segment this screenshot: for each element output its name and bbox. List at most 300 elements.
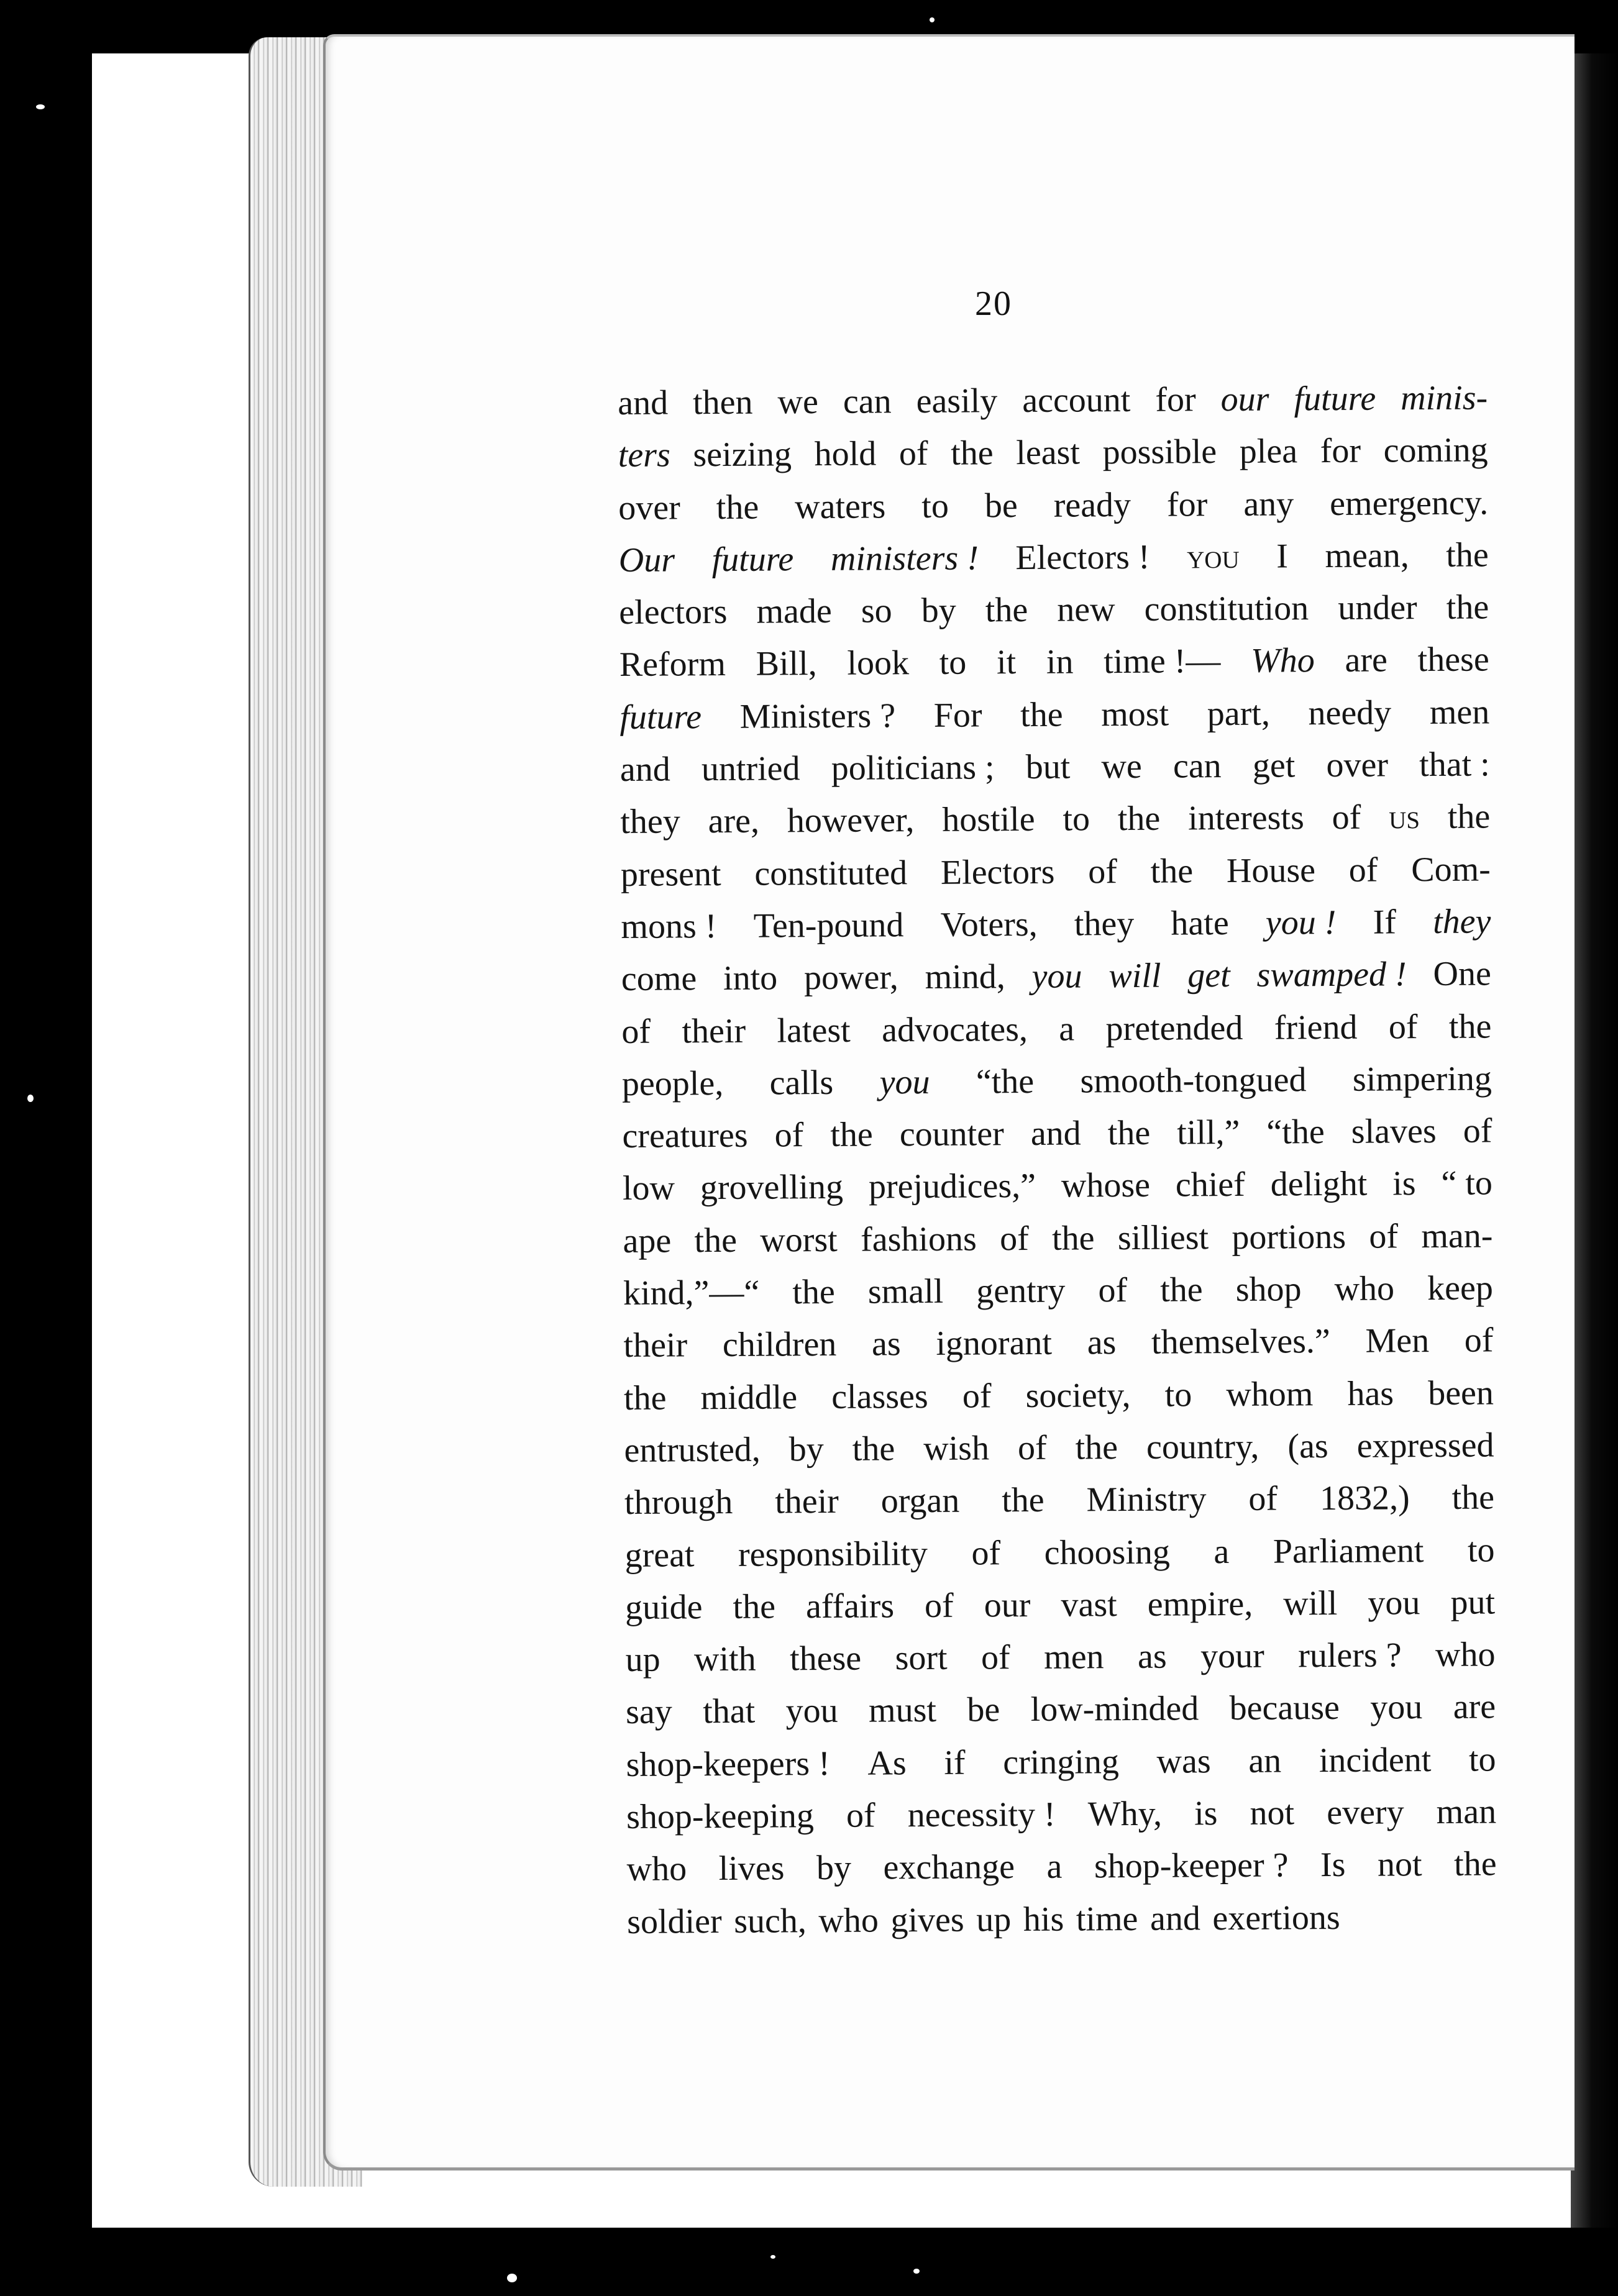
word: by — [921, 591, 956, 631]
word: smooth-tongued — [1080, 1060, 1307, 1101]
word: future — [619, 697, 702, 737]
text-line — [621, 843, 1491, 901]
word: you ! — [1265, 903, 1337, 942]
word: delight — [1270, 1165, 1368, 1205]
word: ministers ! — [830, 539, 979, 578]
text-line — [618, 371, 1488, 429]
film-speck — [930, 17, 935, 22]
word: ignorant — [936, 1324, 1053, 1364]
text-line — [626, 1838, 1496, 1896]
right-edge-shadow — [1571, 53, 1618, 2228]
word: that : — [1419, 745, 1490, 785]
word: of — [898, 434, 928, 473]
word: get — [1187, 956, 1230, 995]
word: must — [868, 1691, 937, 1730]
word: the — [1446, 535, 1489, 575]
word: the — [951, 434, 994, 473]
word: of — [846, 1796, 875, 1835]
word: (as — [1287, 1426, 1328, 1466]
word: by — [788, 1429, 825, 1469]
word: the — [1451, 1478, 1495, 1518]
text-line — [620, 791, 1490, 849]
word: in — [1046, 643, 1074, 682]
text-line — [619, 581, 1489, 639]
text-line — [626, 1785, 1496, 1843]
word: every — [1327, 1793, 1404, 1833]
word: men — [1429, 693, 1490, 732]
word: the — [1446, 588, 1489, 627]
word: most — [1101, 695, 1169, 734]
word: gentry — [976, 1271, 1066, 1311]
text-line — [625, 1629, 1495, 1687]
word: the — [1160, 1270, 1203, 1310]
word: and — [619, 750, 670, 790]
word: over — [1326, 745, 1389, 785]
text-line — [623, 1210, 1492, 1267]
word: a — [1046, 1847, 1063, 1887]
word: of — [962, 1376, 992, 1416]
word: the — [1020, 695, 1063, 734]
word: expressed — [1356, 1426, 1494, 1465]
word: not — [1250, 1793, 1295, 1833]
text-line — [626, 1681, 1496, 1739]
word: swamped ! — [1256, 955, 1407, 995]
word: society, — [1025, 1375, 1131, 1415]
word: his — [1023, 1900, 1064, 1939]
word: as — [1137, 1637, 1167, 1677]
word: part, — [1207, 694, 1271, 733]
word: cringing — [1003, 1742, 1120, 1782]
text-line — [623, 1157, 1492, 1215]
text-line — [624, 1367, 1494, 1424]
word: man — [1436, 1792, 1497, 1832]
word: their — [682, 1011, 746, 1050]
word: a — [1059, 1009, 1075, 1049]
word: you — [1031, 957, 1082, 996]
word: who — [1435, 1635, 1496, 1675]
word: put — [1450, 1583, 1496, 1622]
word: “the — [976, 1062, 1035, 1101]
word: As — [867, 1743, 907, 1783]
word: sort — [895, 1638, 948, 1678]
word: Ministry — [1086, 1480, 1207, 1519]
word: us — [1388, 798, 1420, 837]
word: future — [1294, 379, 1376, 419]
word: if — [944, 1743, 966, 1782]
word: worst — [760, 1220, 838, 1260]
word: friend — [1274, 1008, 1358, 1047]
text-line — [620, 739, 1490, 796]
word: such, — [734, 1901, 807, 1941]
word: ready — [1053, 485, 1131, 525]
film-speck — [913, 2269, 920, 2274]
text-line — [621, 1000, 1491, 1058]
word: we — [1101, 747, 1142, 786]
word: coming — [1383, 430, 1488, 470]
text-line — [621, 895, 1491, 953]
word: I — [1276, 537, 1289, 576]
word: emergency. — [1329, 483, 1489, 523]
word: of — [1248, 1479, 1278, 1519]
word: “ to — [1441, 1164, 1493, 1203]
word: mons ! — [621, 907, 717, 946]
word: is — [1392, 1164, 1416, 1203]
word: untried — [701, 749, 800, 789]
word: Ministers ? — [739, 696, 896, 736]
text-line — [622, 1105, 1492, 1163]
film-speck — [36, 104, 45, 109]
word: the — [1447, 797, 1491, 837]
word: time !— — [1104, 642, 1221, 681]
word: Electors ! — [1015, 537, 1150, 577]
word: and — [1150, 1898, 1201, 1938]
word: easily — [916, 381, 998, 421]
text-line — [624, 1524, 1494, 1582]
word: least — [1016, 433, 1081, 473]
text-line — [619, 634, 1489, 691]
word: people, — [621, 1064, 724, 1103]
text-line — [623, 1262, 1493, 1319]
word: the — [1002, 1481, 1044, 1520]
word: One — [1433, 954, 1492, 994]
book-page — [323, 34, 1575, 2171]
word: you — [1186, 537, 1240, 576]
text-line — [627, 1890, 1497, 1948]
text-line — [618, 424, 1488, 482]
word: the — [1117, 800, 1161, 839]
word: House — [1226, 850, 1316, 890]
word: whom — [1226, 1374, 1314, 1414]
word: the — [830, 1115, 873, 1155]
word: exchange — [883, 1847, 1015, 1887]
word: fashions — [860, 1219, 977, 1259]
word: been — [1428, 1374, 1494, 1413]
word: will — [1283, 1583, 1338, 1623]
word: hate — [1171, 903, 1229, 943]
word: shop-keeping — [626, 1797, 815, 1836]
word: they — [1432, 902, 1491, 941]
word: electors — [619, 593, 728, 632]
word: you — [785, 1692, 838, 1731]
word: an — [1248, 1741, 1282, 1780]
word: classes — [831, 1377, 928, 1416]
word: necessity ! — [907, 1795, 1056, 1835]
word: are — [1453, 1687, 1496, 1727]
word: Why, — [1087, 1794, 1163, 1834]
word: Is — [1320, 1846, 1346, 1885]
word: the — [792, 1272, 835, 1312]
word: latest — [777, 1011, 851, 1050]
word: as — [1087, 1323, 1117, 1362]
word: can — [843, 382, 892, 421]
word: silliest — [1117, 1218, 1209, 1257]
word: will — [1108, 956, 1161, 996]
word: waters — [794, 486, 886, 526]
word: that — [703, 1692, 756, 1731]
word: to — [921, 486, 949, 526]
word: so — [861, 591, 892, 631]
word: For — [933, 696, 982, 735]
word: pretended — [1105, 1008, 1243, 1048]
word: to — [1468, 1740, 1496, 1779]
word: minis- — [1401, 378, 1488, 418]
word: mean, — [1325, 536, 1409, 575]
word: with — [693, 1639, 756, 1679]
word: to — [1467, 1530, 1495, 1570]
word: who — [818, 1901, 879, 1940]
word: by — [816, 1849, 852, 1888]
word: has — [1347, 1374, 1394, 1413]
word: constitution — [1144, 589, 1309, 629]
word: new — [1057, 590, 1115, 629]
word: are — [1345, 640, 1388, 680]
word: great — [624, 1535, 695, 1575]
word: the — [1448, 1006, 1492, 1046]
word: portions — [1232, 1217, 1346, 1257]
word: slaves — [1351, 1112, 1437, 1151]
word: constituted — [754, 853, 908, 893]
word: possible — [1102, 432, 1217, 472]
word: empire, — [1147, 1584, 1253, 1624]
word: ters — [618, 435, 670, 475]
word: these — [789, 1639, 862, 1679]
word: kind,”—“ — [623, 1273, 760, 1313]
film-speck — [770, 2255, 775, 2259]
text-line — [619, 686, 1489, 744]
film-speck — [507, 2274, 517, 2282]
word: to — [1164, 1375, 1192, 1414]
word: responsibility — [738, 1534, 928, 1574]
word: of — [1088, 852, 1118, 891]
word: our — [1220, 380, 1269, 419]
word: country, — [1146, 1427, 1259, 1467]
word: but — [1025, 747, 1071, 787]
word: organ — [880, 1481, 960, 1521]
word: future — [711, 540, 794, 579]
word: calls — [769, 1063, 834, 1103]
word: middle — [700, 1377, 798, 1417]
word: If — [1373, 903, 1397, 942]
word: we — [777, 383, 819, 422]
word: for — [1155, 380, 1196, 419]
word: 1832,) — [1319, 1478, 1410, 1518]
word: “the — [1266, 1113, 1325, 1152]
word: lives — [718, 1849, 785, 1888]
word: made — [756, 592, 832, 631]
word: shop — [1235, 1270, 1302, 1309]
text-line — [622, 1052, 1492, 1110]
word: for — [1320, 431, 1361, 471]
word: small — [867, 1272, 944, 1311]
word: politicians ; — [831, 748, 995, 788]
word: the — [623, 1378, 667, 1418]
word: up — [976, 1900, 1012, 1939]
word: hold — [814, 434, 877, 474]
word: their — [775, 1482, 839, 1521]
word: say — [625, 1692, 672, 1732]
word: Electors — [940, 852, 1055, 892]
word: Voters, — [940, 904, 1038, 944]
word: exertions — [1212, 1898, 1340, 1938]
word: wish — [923, 1429, 990, 1468]
word: till,” — [1177, 1113, 1240, 1152]
word: however, — [787, 801, 915, 840]
word: seizing — [693, 435, 792, 475]
word: hostile — [942, 800, 1035, 840]
word: children — [722, 1325, 837, 1365]
word: Who — [1250, 641, 1315, 681]
word: guide — [624, 1588, 703, 1627]
word: they — [1074, 904, 1135, 944]
word: Ten-pound — [753, 906, 904, 945]
word: themselves.” — [1151, 1322, 1330, 1362]
word: present — [620, 854, 721, 894]
word: get — [1252, 746, 1296, 785]
word: these — [1417, 640, 1489, 680]
word: plea — [1239, 432, 1298, 472]
word: Men — [1365, 1321, 1430, 1361]
word: of — [1464, 1321, 1494, 1360]
word: look — [847, 644, 910, 683]
word: of — [999, 1219, 1029, 1259]
word: was — [1156, 1741, 1211, 1781]
word: of — [1332, 798, 1361, 837]
word: it — [996, 643, 1017, 682]
word: of — [1463, 1111, 1492, 1150]
text-line — [626, 1733, 1496, 1791]
word: our — [984, 1585, 1031, 1625]
word: the — [716, 488, 759, 527]
word: their — [623, 1326, 688, 1365]
word: then — [692, 383, 753, 422]
word: the — [1051, 1219, 1095, 1258]
word: the — [1150, 852, 1194, 891]
word: of — [1388, 1007, 1418, 1047]
body-text — [618, 371, 1497, 1948]
word: rulers ? — [1298, 1636, 1402, 1675]
word: the — [1453, 1844, 1497, 1884]
word: who — [626, 1849, 687, 1889]
word: time — [1076, 1899, 1138, 1939]
text-line — [624, 1419, 1494, 1477]
word: the — [733, 1587, 776, 1626]
word: the — [694, 1221, 738, 1260]
word: because — [1229, 1688, 1340, 1728]
word: the — [1075, 1428, 1118, 1467]
word: simpering — [1352, 1059, 1492, 1099]
word: Bill, — [756, 644, 817, 684]
word: your — [1200, 1636, 1264, 1676]
word: shop-keeper ? — [1094, 1846, 1289, 1886]
word: incident — [1319, 1740, 1432, 1780]
word: a — [1214, 1532, 1230, 1571]
word: as — [871, 1324, 901, 1364]
word: keep — [1427, 1269, 1494, 1308]
word: of — [774, 1116, 804, 1155]
word: the — [852, 1429, 895, 1469]
word: of — [971, 1533, 1001, 1573]
word: shop-keepers ! — [626, 1744, 830, 1784]
word: advocates, — [881, 1009, 1028, 1049]
word: any — [1243, 484, 1294, 524]
word: Our — [618, 540, 675, 580]
word: you — [879, 1062, 930, 1102]
word: low-minded — [1030, 1689, 1199, 1729]
word: soldier — [627, 1902, 722, 1941]
word: chief — [1175, 1165, 1246, 1205]
word: vast — [1061, 1585, 1117, 1624]
word: under — [1338, 588, 1417, 628]
word: creatures — [622, 1116, 748, 1156]
word: needy — [1308, 693, 1392, 733]
word: and — [618, 383, 669, 422]
word: through — [624, 1483, 733, 1523]
word: the — [985, 591, 1028, 630]
word: not — [1377, 1845, 1422, 1884]
word: of — [1017, 1428, 1047, 1468]
word: for — [1166, 485, 1208, 524]
word: are, — [708, 801, 760, 841]
text-line — [625, 1576, 1495, 1634]
word: counter — [899, 1114, 1004, 1154]
text-line — [623, 1314, 1493, 1372]
word: you — [1368, 1583, 1420, 1623]
text-line — [618, 476, 1488, 534]
word: and — [1030, 1114, 1081, 1154]
word: of — [1098, 1271, 1128, 1310]
word: of — [924, 1586, 954, 1625]
word: Com- — [1411, 850, 1491, 889]
word: man- — [1421, 1216, 1493, 1255]
word: into — [723, 959, 778, 998]
word: men — [1043, 1638, 1104, 1677]
word: be — [967, 1690, 1000, 1730]
word: who — [1334, 1269, 1395, 1309]
word: interests — [1187, 798, 1304, 838]
word: low — [622, 1168, 675, 1208]
word: up — [625, 1640, 660, 1680]
word: come — [621, 959, 697, 999]
film-speck — [27, 1095, 34, 1102]
word: grovelling — [700, 1168, 844, 1208]
word: Reform — [619, 645, 726, 685]
word: affairs — [805, 1587, 895, 1626]
word: mind, — [925, 957, 1005, 997]
word: whose — [1061, 1166, 1151, 1206]
word: be — [984, 486, 1018, 525]
word: can — [1172, 747, 1222, 786]
word: gives — [890, 1900, 964, 1939]
text-line — [619, 529, 1489, 586]
text-line — [621, 948, 1491, 1006]
page-number: 20 — [975, 285, 1012, 323]
word: of — [1369, 1217, 1399, 1256]
word: over — [618, 488, 680, 527]
word: is — [1194, 1794, 1218, 1833]
word: account — [1022, 380, 1131, 421]
text-line — [624, 1472, 1494, 1529]
word: they — [620, 802, 680, 842]
word: Parliament — [1273, 1531, 1424, 1571]
word: choosing — [1044, 1533, 1171, 1572]
word: ape — [623, 1221, 672, 1260]
word: entrusted, — [624, 1430, 761, 1470]
word: of — [621, 1012, 651, 1051]
word: the — [1107, 1113, 1151, 1153]
word: prejudices,” — [868, 1167, 1036, 1207]
word: to — [939, 644, 967, 683]
word: you — [1370, 1688, 1423, 1728]
